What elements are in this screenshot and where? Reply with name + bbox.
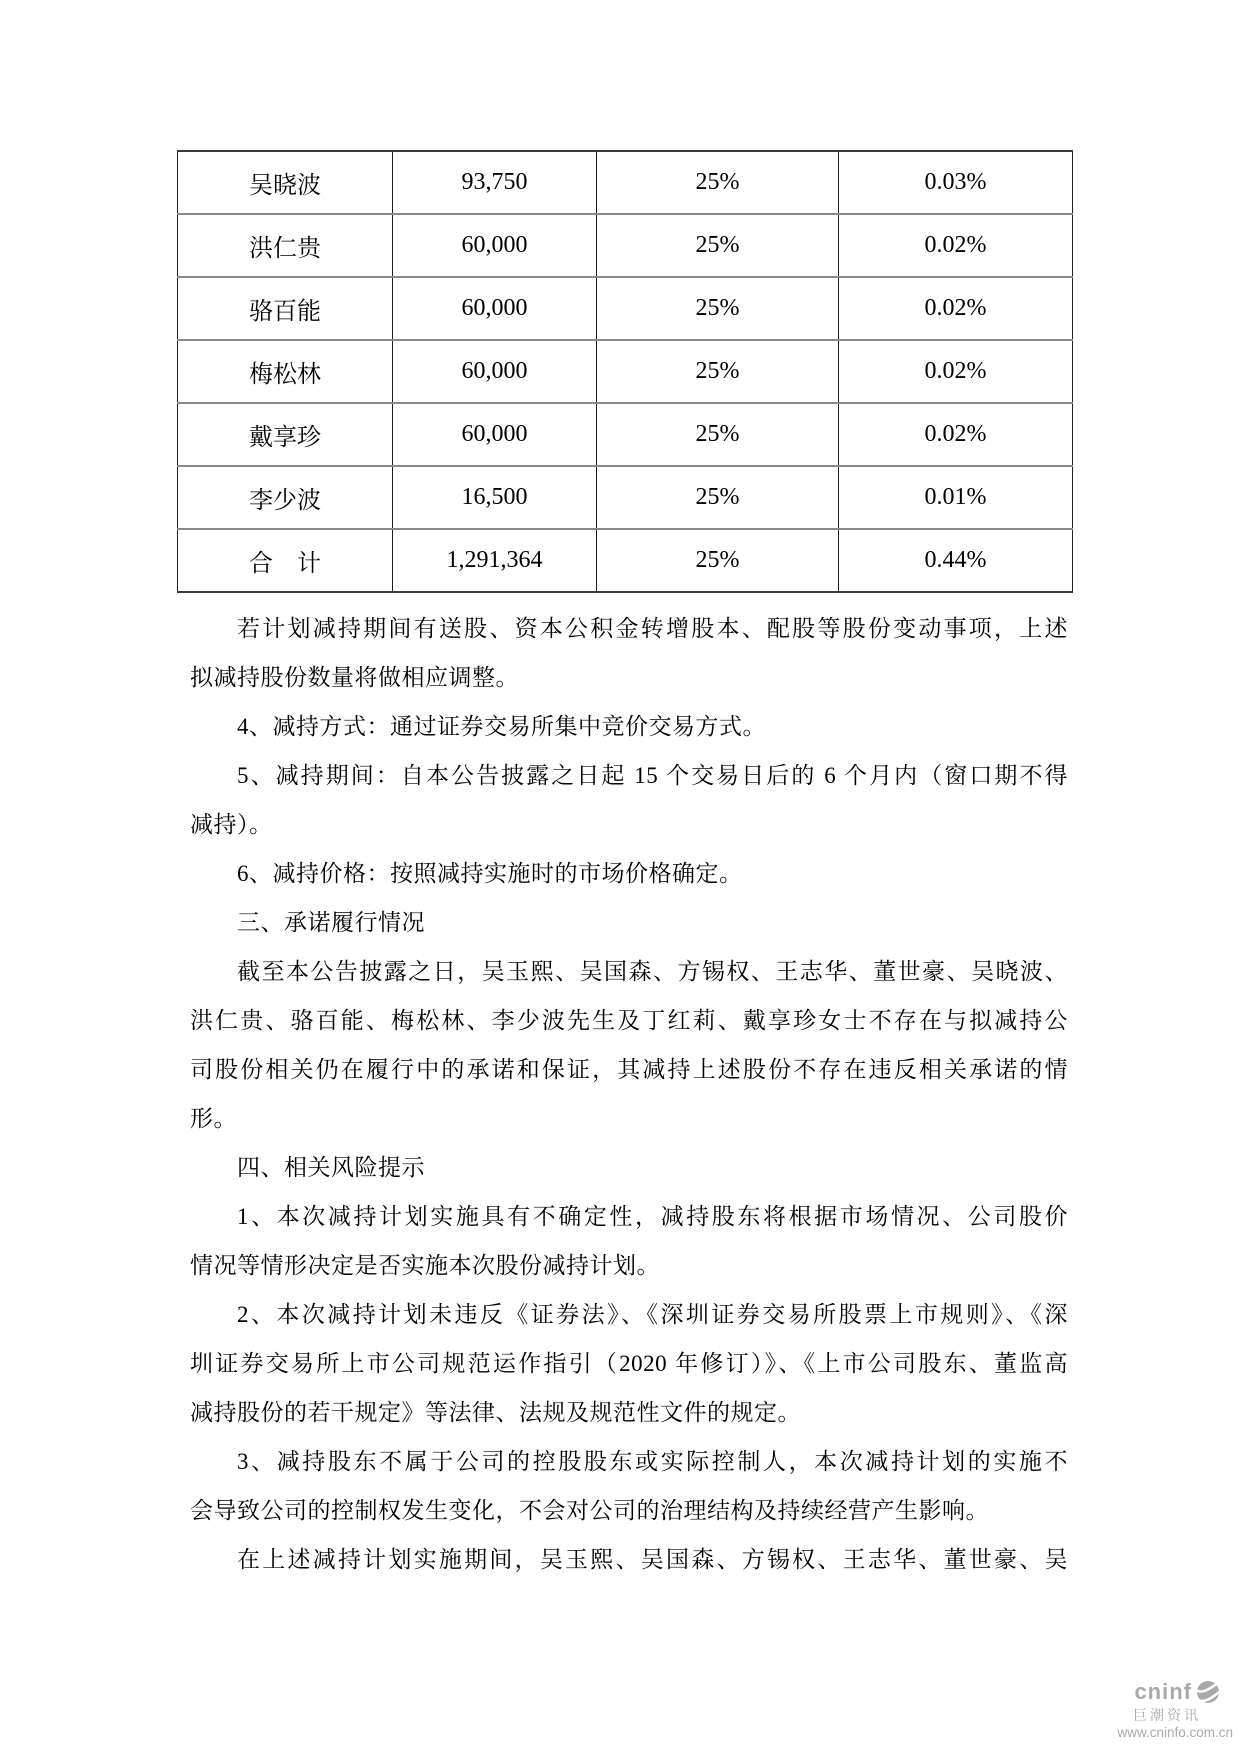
shares-cell: 60,000 <box>393 340 597 403</box>
ratio-cell: 25% <box>597 340 839 403</box>
table-row <box>178 277 1073 340</box>
cninfo-globe-icon <box>1195 1680 1222 1704</box>
percent-cell: 0.02% <box>839 277 1073 340</box>
cninfo-wordmark: cninf <box>1134 1679 1192 1704</box>
shares-cell: 60,000 <box>393 214 597 277</box>
percent-cell: 0.03% <box>839 151 1073 214</box>
ratio-cell: 25% <box>597 466 839 529</box>
percent-cell: 0.02% <box>839 214 1073 277</box>
holder-name-cell: 吴晓波 <box>178 151 393 214</box>
text-line: 情况等情形决定是否实施本次股份减持计划。 <box>190 1253 660 1278</box>
section-heading: 三、承诺履行情况 <box>237 910 425 935</box>
text-line: 洪仁贵、骆百能、梅松林、李少波先生及丁红莉、戴享珍女士不存在与拟减持公 <box>190 1008 1068 1033</box>
percent-cell: 0.44% <box>839 529 1073 592</box>
percent-cell: 0.02% <box>839 340 1073 403</box>
shares-cell: 93,750 <box>393 151 597 214</box>
table-row <box>178 403 1073 466</box>
table-row-total <box>178 529 1073 592</box>
cninfo-wordmark-row <box>1134 1680 1233 1704</box>
cninfo-chinese-name: 巨潮资讯 <box>1133 1707 1201 1723</box>
holder-name-cell: 合 计 <box>178 529 393 592</box>
holder-name-cell: 骆百能 <box>178 277 393 340</box>
text-line: 6、减持价格：按照减持实施时的市场价格确定。 <box>237 861 743 886</box>
holder-name-cell: 洪仁贵 <box>178 214 393 277</box>
holder-name-cell: 梅松林 <box>178 340 393 403</box>
text-line: 会导致公司的控制权发生变化，不会对公司的治理结构及持续经营产生影响。 <box>190 1498 989 1523</box>
body-text <box>190 604 1068 1584</box>
holders-table <box>177 150 1073 593</box>
shares-cell: 16,500 <box>393 466 597 529</box>
text-line: 截至本公告披露之日，吴玉熙、吴国森、方锡权、王志华、董世豪、吴晓波、 <box>237 959 1068 984</box>
text-line: 2、本次减持计划未违反《证券法》、《深圳证券交易所股票上市规则》、《深 <box>237 1302 1068 1327</box>
text-line: 拟减持股份数量将做相应调整。 <box>190 665 519 690</box>
ratio-cell: 25% <box>597 529 839 592</box>
text-line: 1、本次减持计划实施具有不确定性，减持股东将根据市场情况、公司股价 <box>237 1204 1068 1229</box>
section-heading: 四、相关风险提示 <box>237 1155 425 1180</box>
table-row <box>178 151 1073 214</box>
cninfo-url: www.cninfo.com.cn <box>1117 1725 1233 1740</box>
text-line: 5、减持期间：自本公告披露之日起 15 个交易日后的 6 个月内（窗口期不得 <box>237 763 1068 788</box>
text-line: 减持股份的若干规定》等法律、法规及规范性文件的规定。 <box>190 1400 801 1425</box>
text-line: 3、减持股东不属于公司的控股股东或实际控制人，本次减持计划的实施不 <box>237 1449 1068 1474</box>
shares-cell: 60,000 <box>393 403 597 466</box>
ratio-cell: 25% <box>597 151 839 214</box>
text-line: 司股份相关仍在履行中的承诺和保证，其减持上述股份不存在违反相关承诺的情 <box>190 1057 1068 1082</box>
percent-cell: 0.02% <box>839 403 1073 466</box>
ratio-cell: 25% <box>597 403 839 466</box>
ratio-cell: 25% <box>597 214 839 277</box>
ratio-cell: 25% <box>597 277 839 340</box>
text-line: 形。 <box>190 1106 237 1131</box>
text-line: 若计划减持期间有送股、资本公积金转增股本、配股等股份变动事项，上述 <box>237 616 1068 641</box>
table-row <box>178 340 1073 403</box>
shares-cell: 60,000 <box>393 277 597 340</box>
table-row <box>178 214 1073 277</box>
holder-name-cell: 李少波 <box>178 466 393 529</box>
text-line: 4、减持方式：通过证券交易所集中竞价交易方式。 <box>237 714 766 739</box>
percent-cell: 0.01% <box>839 466 1073 529</box>
shares-cell: 1,291,364 <box>393 529 597 592</box>
table-row <box>178 466 1073 529</box>
holder-name-cell: 戴享珍 <box>178 403 393 466</box>
text-line: 减持）。 <box>190 812 273 837</box>
text-line: 圳证券交易所上市公司规范运作指引（2020 年修订）》、《上市公司股东、董监高 <box>190 1351 1068 1376</box>
cninfo-logo <box>1093 1680 1233 1740</box>
text-line: 在上述减持计划实施期间，吴玉熙、吴国森、方锡权、王志华、董世豪、吴 <box>237 1547 1068 1572</box>
